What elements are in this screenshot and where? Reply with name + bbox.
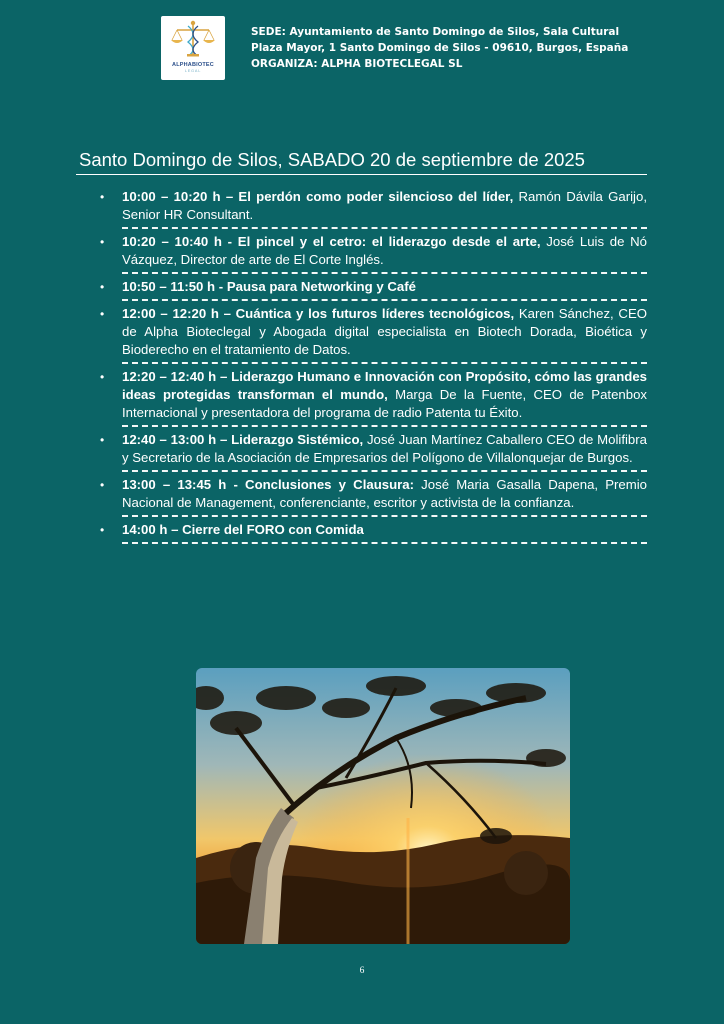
agenda-item-speaker: Karen Sánchez, CEO de Alpha Bioteclegal y Abogada digital especialista en Biotech Dorada, Bioética y Bioderecho en el tratamiento de Datos. — [122, 306, 647, 357]
bullet-icon: • — [100, 478, 105, 492]
agenda-item-heading: 10:20 – 10:40 h - El pincel y el cetro: el liderazgo desde el arte, — [122, 234, 541, 249]
page-number: 6 — [359, 966, 365, 976]
agenda-item — [96, 278, 647, 301]
agenda-item — [96, 431, 647, 472]
bullet-icon: • — [100, 235, 105, 249]
bullet-icon: • — [100, 433, 105, 447]
logo-sub-text: LEGAL — [184, 69, 202, 73]
dashed-divider — [122, 362, 647, 364]
bullet-icon: • — [100, 280, 105, 294]
agenda-item — [96, 233, 647, 274]
bullet-icon: • — [100, 190, 105, 204]
alphabiotec-logo — [161, 16, 225, 80]
bullet-icon: • — [100, 370, 105, 384]
agenda-item-heading: 14:00 h – Cierre del FORO con Comida — [122, 522, 364, 537]
dashed-divider — [122, 227, 647, 229]
agenda-item-heading: 12:40 – 13:00 h – Liderazgo Sistémico, — [122, 432, 364, 447]
agenda-list — [96, 188, 647, 544]
agenda-item — [96, 521, 647, 544]
sunset-tree-photo — [196, 668, 570, 944]
title-underline — [76, 174, 647, 175]
agenda-item-heading: 10:50 – 11:50 h - Pausa para Networking y Café — [122, 279, 416, 294]
agenda-item-heading: 13:00 – 13:45 h - Conclusiones y Clausura: — [122, 477, 415, 492]
agenda-item-speaker: Marga De la Fuente, CEO de Patenbox Internacional y presentadora del programa de radio Patenta tu Éxito. — [122, 387, 648, 420]
scales-dna-icon — [161, 16, 225, 62]
agenda-item-heading: 12:00 – 12:20 h – Cuántica y los futuros líderes tecnológicos, — [122, 306, 515, 321]
venue-line-sede: SEDE: Ayuntamiento de Santo Domingo de Silos, Sala Cultural — [251, 26, 620, 38]
logo-brand-text: ALPHABIOTEC — [172, 62, 214, 68]
bullet-icon: • — [100, 307, 105, 321]
agenda-item — [96, 188, 647, 229]
bullet-icon: • — [100, 523, 105, 537]
event-title: Santo Domingo de Silos, SABADO 20 de septiembre de 2025 — [79, 149, 585, 170]
dashed-divider — [122, 272, 647, 274]
venue-line-organizer: ORGANIZA: ALPHA BIOTECLEGAL SL — [251, 58, 463, 70]
venue-line-address: Plaza Mayor, 1 Santo Domingo de Silos - 09610, Burgos, España — [251, 42, 629, 54]
agenda-item-speaker: José Maria Gasalla Dapena, Premio Nacional de Management, conferenciante, escritor y activista de la confianza. — [122, 477, 648, 510]
dashed-divider — [122, 542, 647, 544]
agenda-item-speaker: José Luis de Nó Vázquez, Director de arte de El Corte Inglés. — [122, 234, 647, 267]
dashed-divider — [122, 470, 647, 472]
dashed-divider — [122, 515, 647, 517]
agenda-item-speaker: José Juan Martínez Caballero CEO de Molifibra y Secretario de la Asociación de Empresarios del Polígono de Villalonquejar de Burgos. — [122, 432, 647, 465]
dashed-divider — [122, 299, 647, 301]
agenda-item — [96, 305, 647, 364]
agenda-item — [96, 476, 647, 517]
agenda-item-heading: 10:00 – 10:20 h – El perdón como poder silencioso del líder, — [122, 189, 514, 204]
agenda-item-heading: 12:20 – 12:40 h – Liderazgo Humano e Innovación con Propósito, cómo las grandes ideas protegidas transforman el mundo, — [122, 369, 647, 402]
dashed-divider — [122, 425, 647, 427]
venue-info — [251, 24, 691, 72]
sunset-tree-illustration — [196, 668, 570, 944]
agenda-item — [96, 368, 647, 427]
agenda-item-speaker: Ramón Dávila Garijo, Senior HR Consultant. — [122, 189, 647, 222]
